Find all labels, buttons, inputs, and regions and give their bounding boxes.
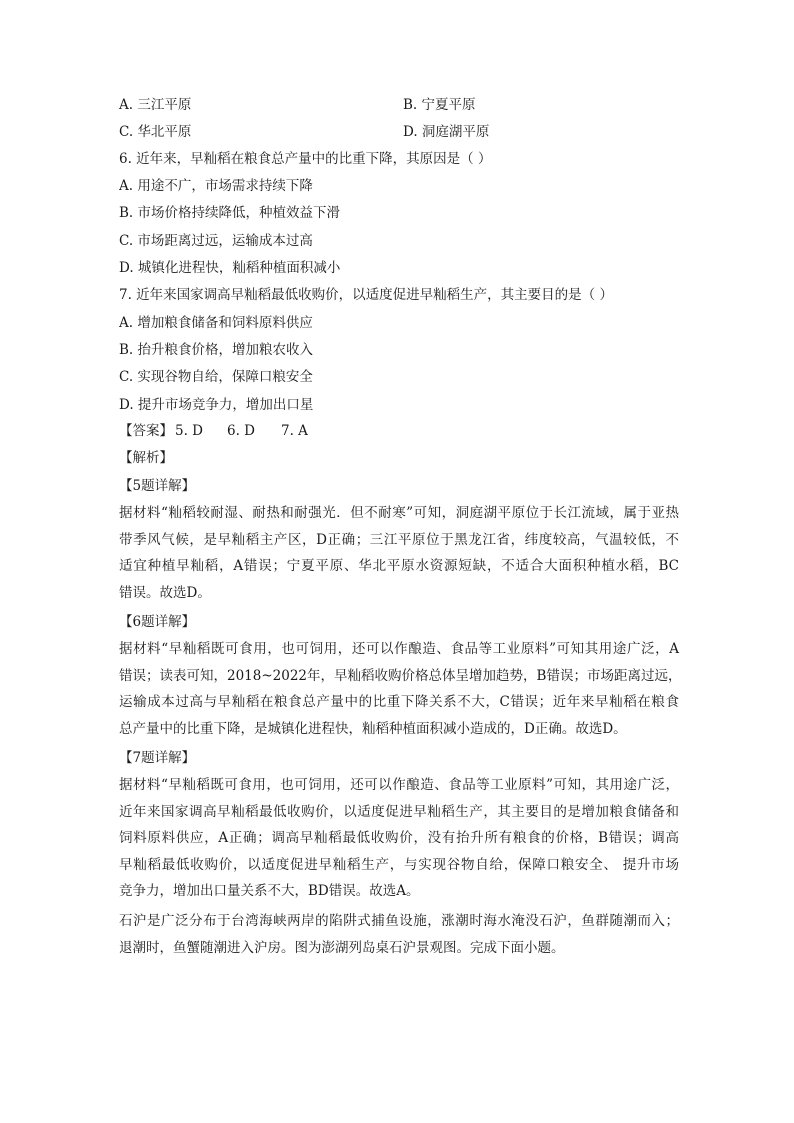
detail5-line: 错误。故选D。 (119, 584, 211, 601)
q7-stem: 7. 近年来国家调高早籼稻最低收购价，以适度促进早籼稻生产，其主要目的是（ ） (119, 287, 613, 303)
answer-7: 7. A (281, 423, 308, 439)
detail6-line: 运输成本过高与早籼稻在粮食总产量中的比重下降关系不大，C错误；近年来早籼稻在粮食 (119, 694, 679, 710)
detail6-line: 据材料“早籼稻既可食用，也可饲用，还可以作酿造、食品等工业原料”可知其用途广泛，A (119, 641, 679, 657)
q6-option-a: A. 用途不广，市场需求持续下降 (119, 178, 313, 194)
q5-options-row-1 (119, 95, 679, 115)
answer-5: 5. D (175, 423, 203, 439)
detail5-line: 适宜种植早籼稻，A错误；宁夏平原、华北平原水资源短缺，不适合大面积种植水稻，BC (119, 558, 679, 574)
q5-option-b: B. 宁夏平原 (403, 97, 476, 113)
detail5-paragraph (119, 500, 679, 606)
q6-stem: 6. 近年来，早籼稻在粮食总产量中的比重下降，其原因是（ ） (119, 151, 492, 167)
q5-options-row-2 (119, 122, 679, 142)
detail6-paragraph (119, 636, 682, 742)
intro-line: 石沪是广泛分布于台湾海峡两岸的陷阱式捕鱼设施，涨潮时海水淹没石沪，鱼群随潮而入； (119, 913, 679, 929)
q5-option-a: A. 三江平原 (119, 97, 192, 113)
detail5-heading: 【5题详解】 (119, 478, 196, 494)
q7-option-d: D. 提升市场竞争力，增加出口星 (119, 397, 314, 413)
detail7-paragraph (119, 772, 679, 905)
q7-option-c: C. 实现谷物自给，保障口粮安全 (119, 369, 313, 385)
q6-option-b: B. 市场价格持续降低，种植效益下滑 (119, 205, 341, 221)
detail6-heading: 【6题详解】 (119, 614, 196, 630)
q7-option-b: B. 抬升粮食价格，增加粮农收入 (119, 342, 314, 358)
q5-option-d: D. 洞庭湖平原 (403, 124, 490, 140)
intro-line: 退潮时，鱼蟹随潮进入沪房。图为澎湖列岛桌石沪景观图。完成下面小题。 (119, 939, 565, 956)
analysis-heading: 【解析】 (119, 450, 173, 466)
detail7-line: 饲料原料供应，A正确；调高早籼稻最低收购价，没有抬升所有粮食的价格，B错误；调高 (119, 830, 679, 846)
answer-label: 【答案】 (119, 423, 173, 439)
detail7-line: 早籼稻最低收购价，以适度促进早籼稻生产，与实现谷物自给，保障口粮安全、 提升市场 (119, 856, 679, 873)
detail6-line: 总产量中的比重下降，是城镇化进程快，籼稻种植面积减小造成的，D正确。故选D。 (119, 720, 627, 737)
detail5-line: 带季风气候，是早籼稻主产区，D正确；三江平原位于黑龙江省，纬度较高，气温较低，不 (119, 531, 679, 548)
q6-option-d: D. 城镇化进程快，籼稻种植面积减小 (119, 260, 341, 276)
q6-option-c: C. 市场距离过远，运输成本过高 (119, 233, 313, 249)
detail7-line: 近年来国家调高早籼稻最低收购价，以适度促进早籼稻生产，其主要目的是增加粮食储备和 (119, 803, 679, 820)
detail7-line: 据材料“早籼稻既可食用，也可饲用，还可以作酿造、食品等工业原料”可知，其用途广泛， (119, 777, 679, 793)
detail6-line: 错误；读表可知，2018~2022年，早籼稻收购价格总体呈增加趋势，B错误；市场距离过远， (119, 667, 682, 684)
intro-paragraph (119, 908, 679, 961)
detail7-heading: 【7题详解】 (119, 750, 196, 766)
answer-6: 6. D (227, 423, 255, 439)
q7-option-a: A. 增加粮食储备和饲料原料供应 (119, 315, 313, 331)
detail5-line: 据材料“籼稻较耐湿、耐热和耐强光．但不耐寒”可知，洞庭湖平原位于长江流域，属于亚热 (119, 505, 679, 521)
detail7-line: 竞争力，增加出口量关系不大，BD错误。故选A。 (119, 883, 420, 899)
q5-option-c: C. 华北平原 (119, 124, 192, 140)
answer-line (119, 421, 679, 441)
